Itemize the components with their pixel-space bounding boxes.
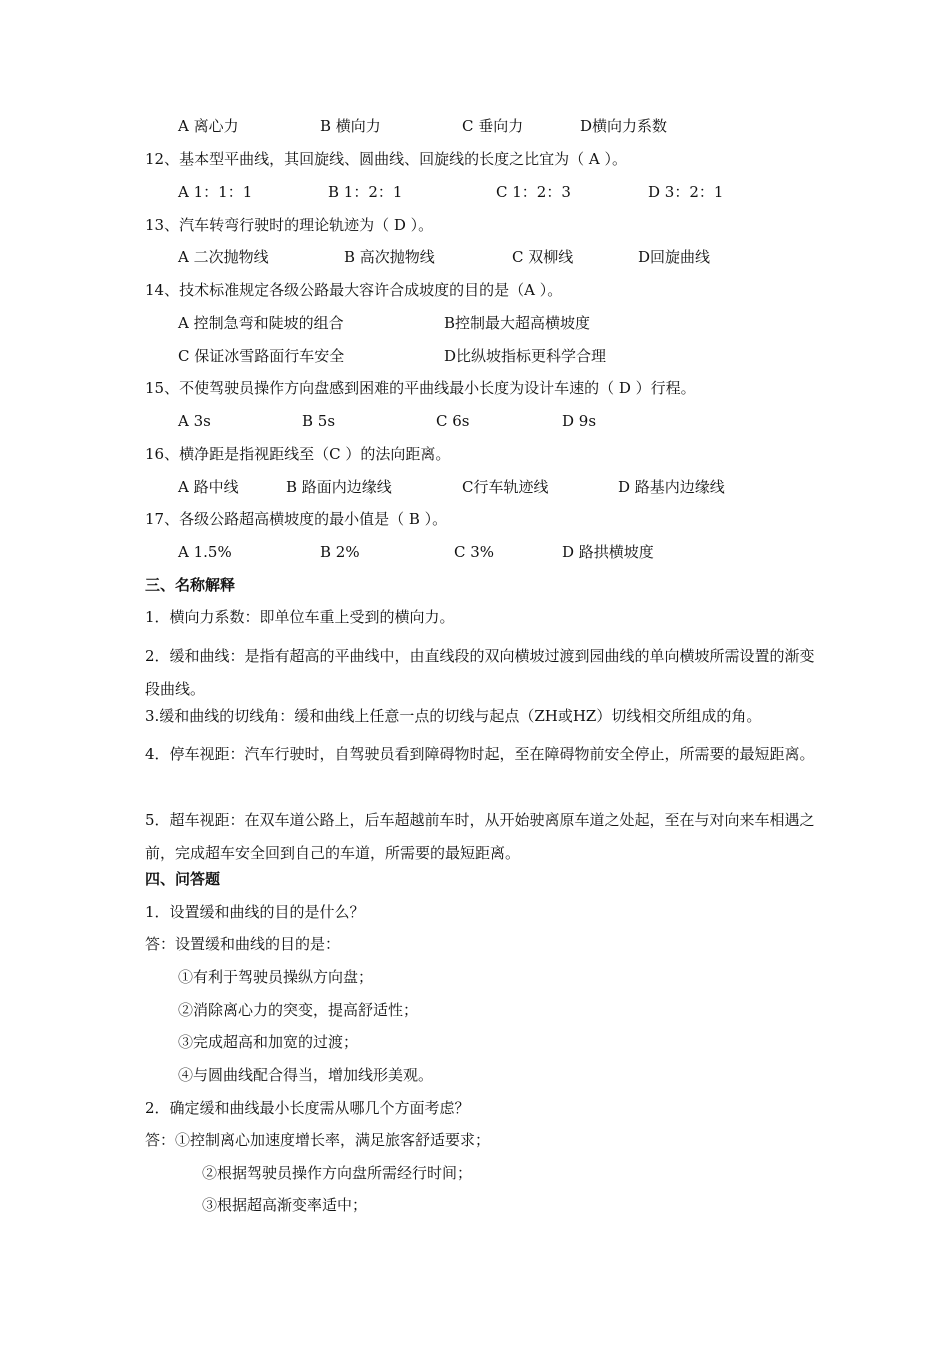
q14-text: 14、技术标准规定各级公路最大容许合成坡度的目的是（A ）。 <box>145 281 563 299</box>
q16-option-a: A 路中线 <box>178 478 239 496</box>
q13-option-c: C 双柳线 <box>512 248 574 266</box>
q14-option-d: D比纵坡指标更科学合理 <box>444 347 607 365</box>
qa2-question: 2．确定缓和曲线最小长度需从哪几个方面考虑？ <box>145 1099 470 1117</box>
q14-options-row1 <box>178 313 778 333</box>
q11-option-b: B 横向力 <box>320 117 381 135</box>
q15-option-a: A 3s <box>178 412 211 430</box>
q13-option-d: D回旋曲线 <box>638 248 711 266</box>
q12-option-a: A 1：1：1 <box>178 183 253 201</box>
q12-options <box>178 182 778 202</box>
qa2-point-3: ③根据超高渐变率适中； <box>202 1196 368 1214</box>
definition-item-3: 3.缓和曲线的切线角：缓和曲线上任意一点的切线与起点（ZH或HZ）切线相交所组成的角。 <box>145 707 762 725</box>
q11-option-d: D横向力系数 <box>580 117 668 135</box>
q14-option-a: A 控制急弯和陡坡的组合 <box>178 314 344 332</box>
definition-item-1: 1．横向力系数：即单位车重上受到的横向力。 <box>145 608 455 626</box>
q15-option-b: B 5s <box>302 412 336 430</box>
q12-option-d: D 3：2：1 <box>648 183 724 201</box>
q17-option-b: B 2% <box>320 543 360 561</box>
q15-options <box>178 411 778 431</box>
definition-item-2: 2．缓和曲线：是指有超高的平曲线中，由直线段的双向横坡过渡到园曲线的单向横坡所需设置的渐变段曲线。 <box>145 647 815 698</box>
q14-option-b: B控制最大超高横坡度 <box>444 314 591 332</box>
qa1-point-3: ③完成超高和加宽的过渡； <box>178 1033 359 1051</box>
definition-item-4: 4．停车视距：汽车行驶时，自驾驶员看到障碍物时起，至在障碍物前安全停止，所需要的最短距离。 <box>145 745 815 763</box>
q14-options-row2 <box>178 346 778 366</box>
q12-option-c: C 1：2：3 <box>496 183 571 201</box>
qa2-point-2: ②根据驾驶员操作方向盘所需经行时间； <box>202 1164 473 1182</box>
qa2-answer-first: 答：①控制离心加速度增长率，满足旅客舒适要求； <box>145 1131 491 1149</box>
q12-option-b: B 1：2：1 <box>328 183 403 201</box>
qa1-question: 1．设置缓和曲线的目的是什么？ <box>145 903 365 921</box>
q15-option-c: C 6s <box>436 412 470 430</box>
q13-text: 13、汽车转弯行驶时的理论轨迹为（ D ）。 <box>145 216 434 234</box>
definition-item-5: 5．超车视距：在双车道公路上，后车超越前车时，从开始驶离原车道之处起，至在与对向来车相遇之前，完成超车安全回到自己的车道，所需要的最短距离。 <box>145 811 815 862</box>
section4-heading: 四、问答题 <box>145 870 221 888</box>
q17-text: 17、各级公路超高横坡度的最小值是（ B ）。 <box>145 510 448 528</box>
section3-heading: 三、名称解释 <box>145 576 236 594</box>
q15-text: 15、不使驾驶员操作方向盘感到困难的平曲线最小长度为设计车速的（ D ）行程。 <box>145 379 696 397</box>
qa1-point-4: ④与圆曲线配合得当，增加线形美观。 <box>178 1066 434 1084</box>
q17-option-d: D 路拱横坡度 <box>562 543 654 561</box>
q11-option-a: A 离心力 <box>178 117 239 135</box>
q12-text: 12、基本型平曲线，其回旋线、圆曲线、回旋线的长度之比宜为（ A ）。 <box>145 150 627 168</box>
q13-option-a: A 二次抛物线 <box>178 248 269 266</box>
q17-option-a: A 1.5% <box>178 543 232 561</box>
q16-options <box>178 477 778 497</box>
q13-option-b: B 高次抛物线 <box>344 248 435 266</box>
q16-option-b: B 路面内边缘线 <box>286 478 392 496</box>
q16-option-c: C行车轨迹线 <box>462 478 549 496</box>
q16-text: 16、横净距是指视距线至（C ）的法向距离。 <box>145 445 451 463</box>
qa1-answer-intro: 答：设置缓和曲线的目的是： <box>145 935 341 953</box>
q16-option-d: D 路基内边缘线 <box>618 478 725 496</box>
q11-options <box>178 116 778 136</box>
qa1-point-2: ②消除离心力的突变，提高舒适性； <box>178 1001 419 1019</box>
q14-option-c: C 保证冰雪路面行车安全 <box>178 347 345 365</box>
q13-options <box>178 247 778 267</box>
q15-option-d: D 9s <box>562 412 597 430</box>
q11-option-c: C 垂向力 <box>462 117 524 135</box>
qa1-point-1: ①有利于驾驶员操纵方向盘； <box>178 968 374 986</box>
q17-option-c: C 3% <box>454 543 495 561</box>
q17-options <box>178 542 778 562</box>
